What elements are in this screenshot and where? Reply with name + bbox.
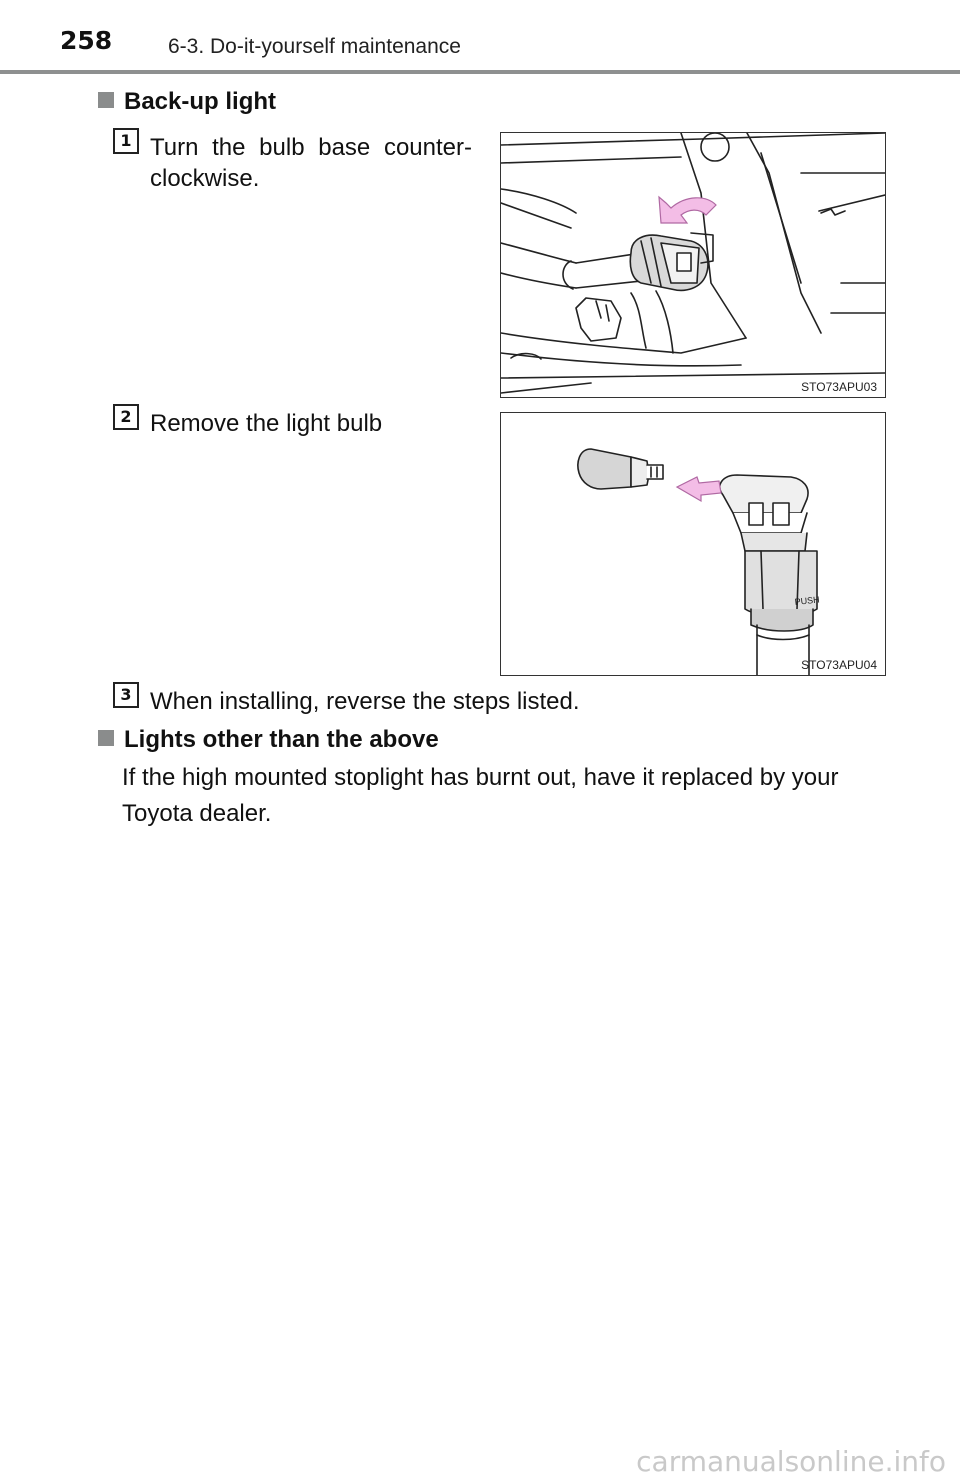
figure-bulb-base-rotate [500,132,886,398]
section-title: 6-3. Do-it-yourself maintenance [168,35,461,58]
other-lights-text: If the high mounted stoplight has burnt out, have it replaced by your Toyota dealer. [122,764,839,827]
header-rule [0,70,960,74]
backup-light-heading [98,88,276,116]
figure-2-code: STO73APU04 [801,658,877,672]
bulb-base-illustration [501,133,885,397]
step-3-badge: 3 [113,682,139,708]
step-3-text: When installing, reverse the steps listed. [150,688,580,715]
square-bullet-icon [98,92,114,108]
step-2-badge: 2 [113,404,139,430]
other-lights-heading-text: Lights other than the above [124,726,439,753]
bulb-removal-illustration [501,413,885,675]
step-2-text: Remove the light bulb [150,410,383,437]
step-1-badge: 1 [113,128,139,154]
insert-arrow-icon [677,477,721,501]
push-label: PUSH [794,594,821,607]
square-bullet-icon [98,730,114,746]
counterclockwise-arrow-icon [659,197,716,223]
figure-remove-bulb [500,412,886,676]
figure-1-code: STO73APU03 [801,380,877,394]
page-number: 258 [60,26,113,55]
other-lights-heading [98,726,439,754]
backup-light-heading-text: Back-up light [124,88,277,115]
watermark: carmanualsonline.info [636,1445,946,1478]
page-header [0,0,960,76]
step-1-text: Turn the bulb base counter-clockwise. [150,134,472,192]
